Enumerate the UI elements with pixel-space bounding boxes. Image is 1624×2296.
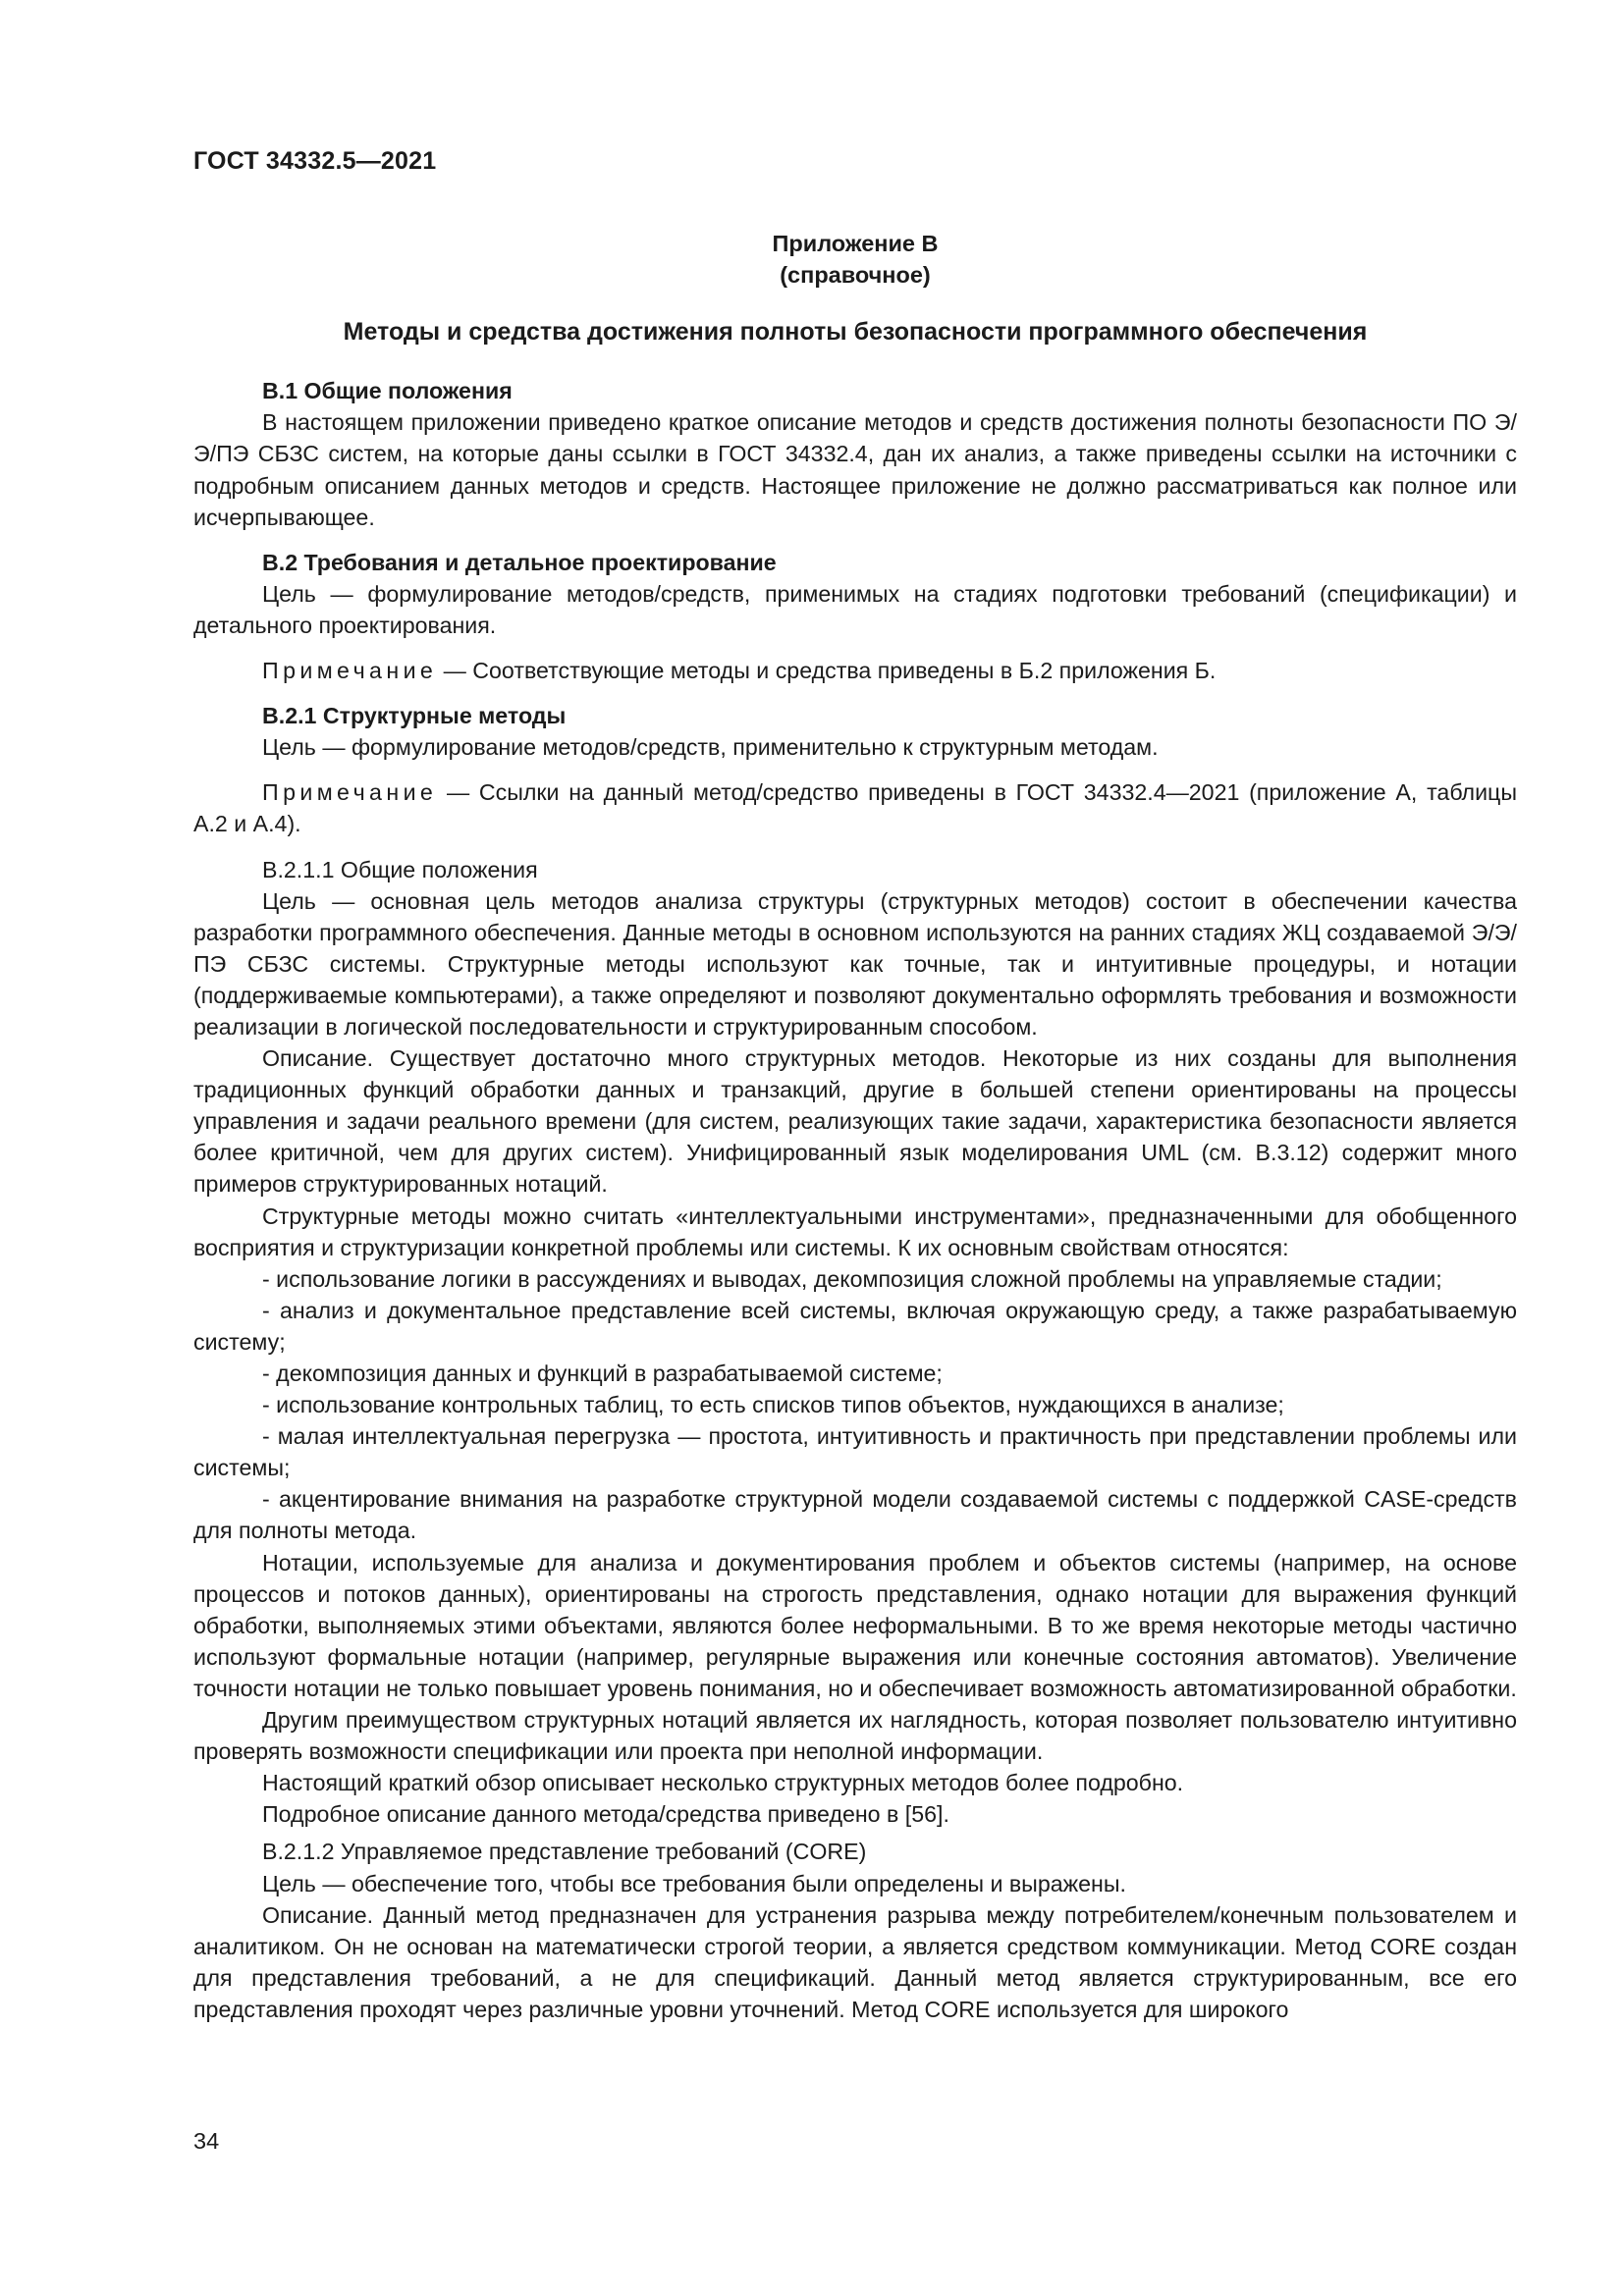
paragraph: Описание. Данный метод предназначен для устранения разрыва между потребителем/конечным пользователем и аналитиком. Он не основан на математически строгой теории, а является средством коммуникации. Метод CORE создан для представления требований, а не для спецификаций. Данный метод является структурированным, все его представления проходят через различные уровни уточнений. Метод CORE используется для широкого (193, 1901, 1517, 2022)
note (193, 776, 1517, 839)
appendix-heading: Методы и средства достижения полноты безопасности программного обеспечения (343, 318, 1368, 347)
appendix-title: Приложение В (772, 231, 939, 256)
paragraph: Цель — формулирование методов/средств, применимых на стадиях подготовки требований (спецификации) и детального проектирования. (193, 580, 1517, 638)
paragraph: Структурные методы можно считать «интеллектуальными инструментами», предназначенными для обобщенного восприятия и структуризации конкретной проблемы или системы. К их основным свойствам относятся: (193, 1202, 1517, 1260)
note (193, 655, 1517, 686)
paragraph: Цель — формулирование методов/средств, применительно к структурным методам. (262, 734, 1159, 761)
appendix-kind: (справочное) (780, 262, 931, 289)
list-item: - использование контрольных таблиц, то есть списков типов объектов, нуждающихся в анализе; (262, 1392, 1284, 1418)
page-number: 34 (193, 2128, 220, 2154)
section-heading-b211: В.2.1.1 Общие положения (262, 856, 538, 882)
note-text: — Соответствующие методы и средства приведены в Б.2 приложения Б. (437, 658, 1217, 684)
paragraph: Нотации, используемые для анализа и документирования проблем и объектов системы (например, на основе процессов и потоков данных), ориентированы на строгость представления, однако нотации для выражения функций обработки, выполняемых этими объектами, являются более неформальными. В то же время некоторые методы частично используют формальные нотации (например, регулярные выражения или конечные состояния автоматов). Увеличение точности нотации не только повышает уровень понимания, но и обеспечивает возможность автоматизированной обработки. (193, 1549, 1517, 1701)
page-content (193, 228, 1517, 2025)
paragraph: Подробное описание данного метода/средства приведено в [56]. (262, 1801, 949, 1828)
section-heading-b212: В.2.1.2 Управляемое представление требований (CORE) (262, 1839, 867, 1865)
note-text: — Ссылки на данный метод/средство приведены в ГОСТ 34332.4—2021 (приложение А, таблицы А.2 и А.4). (193, 779, 1517, 837)
paragraph: Описание. Существует достаточно много структурных методов. Некоторые из них созданы для выполнения традиционных функций обработки данных и транзакций, другие в большей степени ориентированы на процессы управления и задачи реального времени (для систем, реализующих такие задачи, характеристика безопасности является более критичной, чем для других систем). Унифицированный язык моделирования UML (см. В.3.12) содержит много примеров структурированных нотаций. (193, 1045, 1517, 1198)
paragraph: Цель — основная цель методов анализа структуры (структурных методов) состоит в обеспечении качества разработки программного обеспечения. Данные методы в основном используются на ранних стадиях ЖЦ создаваемой Э/Э/ПЭ СБЗС системы. Структурные методы используют как точные, так и интуитивные процедуры, и нотации (поддерживаемые компьютерами), а также определяют и позволяют документально оформлять требования и возможности реализации в логической последовательности и структурированным способом. (193, 887, 1517, 1040)
paragraph: Другим преимуществом структурных нотаций является их наглядность, которая позволяет пользователю интуитивно проверять возможности спецификации или проекта при неполной информации. (193, 1707, 1517, 1765)
list-item: - декомпозиция данных и функций в разрабатываемой системе; (262, 1361, 943, 1386)
list-item: - малая интеллектуальная перегрузка — простота, интуитивность и практичность при представлении проблемы или системы; (193, 1423, 1517, 1481)
list-item: - использование логики в рассуждениях и выводах, декомпозиция сложной проблемы на управляемые стадии; (262, 1265, 1442, 1292)
section-heading-b2: В.2 Требования и детальное проектирование (262, 549, 777, 575)
note-label: Примечание (262, 658, 438, 684)
paragraph: В настоящем приложении приведено краткое описание методов и средств достижения полноты безопасности ПО Э/Э/ПЭ СБЗС систем, на которые даны ссылки в ГОСТ 34332.4, дан их анализ, а также приведены ссылки на источники с подробным описанием данных методов и средств. Настоящее приложение не должно рассматриваться как полное или исчерпывающее. (193, 409, 1517, 530)
paragraph: Цель — обеспечение того, чтобы все требования были определены и выражены. (262, 1870, 1126, 1896)
list-item: - акцентирование внимания на разработке структурной модели создаваемой системы с поддержкой CASE-средств для полноты метода. (193, 1486, 1517, 1544)
section-heading-b21: В.2.1 Структурные методы (262, 703, 567, 729)
section-heading-b1: В.1 Общие положения (262, 378, 513, 404)
document-header: ГОСТ 34332.5—2021 (193, 147, 437, 175)
paragraph: Настоящий краткий обзор описывает несколько структурных методов более подробно. (262, 1770, 1184, 1796)
list-item: - анализ и документальное представление всей системы, включая окружающую среду, а также разрабатываемую систему; (193, 1297, 1517, 1355)
note-label: Примечание (262, 779, 438, 806)
